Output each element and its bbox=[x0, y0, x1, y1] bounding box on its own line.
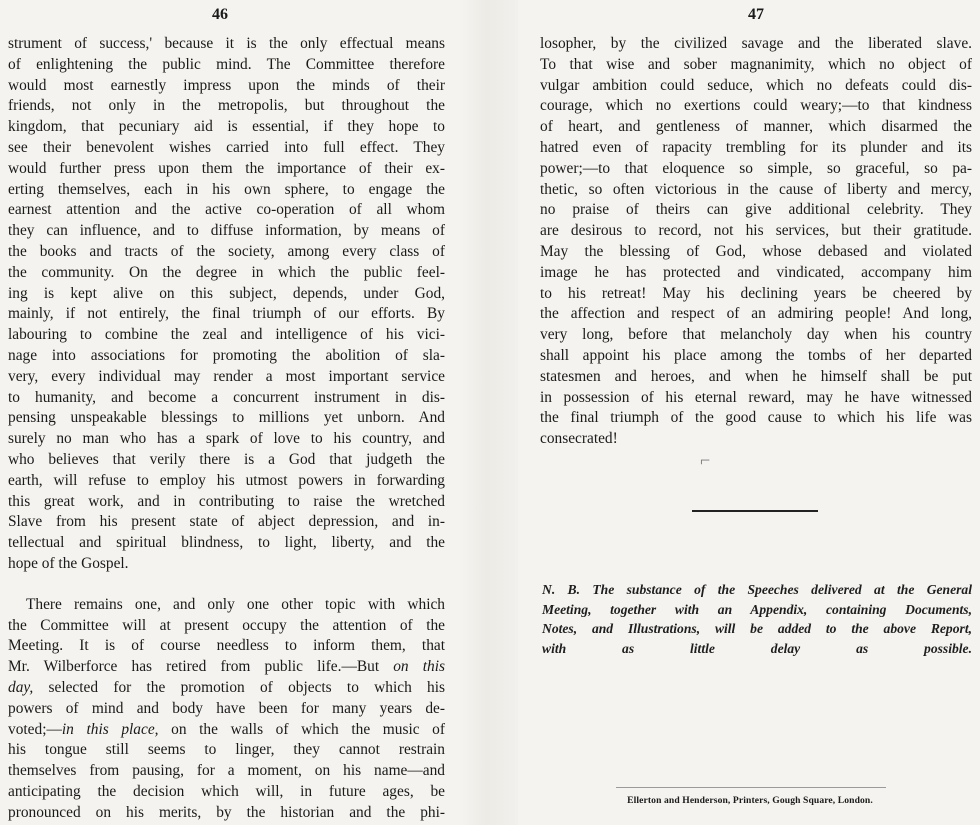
ink-mark: ⌐ bbox=[700, 450, 711, 470]
text-line: There remains one, and only one other topic with which bbox=[26, 595, 445, 613]
text-line: kingdom, that pecuniary aid is essential, if they hope to bbox=[8, 118, 445, 136]
left-paragraph-2 bbox=[8, 595, 445, 824]
text-line: tellectual and spiritual blindness, to light, liberty, and the bbox=[8, 534, 445, 552]
text-line: May the blessing of God, whose debased and violated bbox=[540, 242, 972, 260]
text-line-last: hope of the Gospel. bbox=[8, 554, 129, 572]
text-line: very, every individual may render a most important service bbox=[8, 367, 445, 385]
text-line: would further press upon them the importance of their ex- bbox=[8, 159, 445, 177]
text-line: thetic, so often victorious in the cause of liberty and mercy, bbox=[540, 180, 972, 198]
text-line: image he has protected and vindicated, accompany him bbox=[540, 263, 972, 281]
text-line: friends, not only in the metropolis, but throughout the bbox=[8, 97, 445, 115]
text-line: of heart, and gentleness of manner, which disarmed the bbox=[540, 118, 972, 136]
text-line: in possession of his eternal reward, may he have witnessed bbox=[540, 388, 972, 406]
text-line-last: consecrated! bbox=[540, 430, 618, 448]
text-line: the books and tracts of the society, among every class of bbox=[8, 242, 445, 260]
text-line: no praise of theirs can give additional celebrity. They bbox=[540, 201, 972, 219]
text-line: anticipating the decision which will, in future ages, be bbox=[8, 782, 445, 800]
left-paragraph-1 bbox=[8, 34, 445, 575]
text-line: power;—to that eloquence so simple, so graceful, so pa- bbox=[540, 159, 972, 177]
text-line: pensing unspeakable blessings to millions yet unborn. And bbox=[8, 409, 445, 427]
text-line: the Committee will at present occupy the attention of the bbox=[8, 616, 445, 634]
text-line bbox=[8, 720, 445, 741]
text-line: erting themselves, each in his own sphere, to engage the bbox=[8, 180, 445, 198]
left-page bbox=[0, 0, 460, 825]
text-run: voted;— bbox=[8, 720, 62, 738]
text-line: are desirous to record, not his services, but their gratitude. bbox=[540, 222, 972, 240]
text-line: powers of mind and body have been for many years de- bbox=[8, 699, 445, 717]
text-line: Slave from his present state of abject depression, and in- bbox=[8, 513, 445, 531]
page-number-right: 47 bbox=[748, 6, 764, 23]
text-line: his tongue still seems to linger, they cannot restrain bbox=[8, 741, 445, 759]
text-line: who believes that verily there is a God that judgeth the bbox=[8, 450, 445, 468]
text-line: earth, will refuse to employ his utmost powers in forwarding bbox=[8, 471, 445, 489]
text-line: the affection and respect of an admiring people! And long, bbox=[540, 305, 972, 323]
text-line: of enlightening the public mind. The Committee therefore bbox=[8, 55, 445, 73]
text-line bbox=[8, 657, 445, 678]
left-page-text bbox=[8, 34, 445, 823]
text-line: this great work, and in contributing to raise the wretched bbox=[8, 492, 445, 510]
text-line: ing is kept alive on this subject, depends, under God, bbox=[8, 284, 445, 302]
text-line: courage, which no exertions could weary;—to that kindness bbox=[540, 97, 972, 115]
text-run: on the walls of which the music of bbox=[158, 720, 445, 738]
text-line bbox=[8, 678, 445, 699]
note-line: Notes, and Illustrations, will be added to the above Report, bbox=[542, 621, 972, 637]
italic-run: on this bbox=[393, 658, 445, 676]
text-line: very long, before that melancholy day when his country bbox=[540, 326, 972, 344]
text-run: selected for the promotion of objects to which his bbox=[33, 678, 445, 696]
footer-rule bbox=[616, 787, 886, 788]
italic-run: in this place, bbox=[61, 720, 159, 738]
note-line: with as little delay as possible. bbox=[542, 640, 972, 656]
text-line: mainly, if not entirely, the final triumph of our efforts. By bbox=[8, 305, 445, 323]
italic-run: day, bbox=[8, 678, 34, 696]
text-line: themselves from pausing, for a moment, on his name—and bbox=[8, 762, 445, 780]
text-line: pronounced on his merits, by the historian and the phi- bbox=[8, 803, 445, 821]
text-line: the final triumph of the good cause to which his life was bbox=[540, 409, 972, 427]
text-line: earnest attention and the active co-operation of all whom bbox=[8, 201, 445, 219]
text-line: they can influence, and to diffuse information, by means of bbox=[8, 222, 445, 240]
text-line: To that wise and sober magnanimity, which no object of bbox=[540, 55, 972, 73]
text-line: vulgar ambition could seduce, which no defeats could dis- bbox=[540, 76, 972, 94]
text-line: surely no man who has a spark of love to his country, and bbox=[8, 430, 445, 448]
note-line: Meeting, together with an Appendix, containing Documents, bbox=[542, 601, 972, 617]
text-line: Meeting. It is of course needless to inform them, that bbox=[8, 637, 445, 655]
right-page bbox=[520, 0, 980, 825]
text-line: strument of success,' because it is the only effectual means bbox=[8, 35, 445, 52]
text-line: the community. On the degree in which the public feel- bbox=[8, 263, 445, 281]
printer-imprint: Ellerton and Henderson, Printers, Gough Square, London. bbox=[627, 795, 873, 806]
text-line: would most earnestly impress upon the minds of their bbox=[8, 76, 445, 94]
text-line: shall appoint his place among the tombs of her departed bbox=[540, 346, 972, 364]
note-line: N. B. The substance of the Speeches delivered at the General bbox=[542, 582, 972, 597]
text-line: losopher, by the civilized savage and the liberated slave. bbox=[540, 35, 972, 52]
text-line: labouring to combine the zeal and intelligence of his vici- bbox=[8, 326, 445, 344]
section-rule bbox=[692, 510, 818, 512]
text-line: hatred even of rapacity trembling for its plunder and its bbox=[540, 138, 972, 156]
text-line: to his retreat! May his declining years be cheered by bbox=[540, 284, 972, 302]
nota-bene-note bbox=[542, 580, 972, 658]
text-run: Mr. Wilberforce has retired from public life.—But bbox=[8, 658, 394, 676]
page-number-left: 46 bbox=[212, 6, 228, 23]
book-gutter bbox=[462, 0, 518, 825]
text-line: statesmen and heroes, and when he himself shall be put bbox=[540, 367, 972, 385]
text-line: nage into associations for promoting the abolition of sla- bbox=[8, 346, 445, 364]
text-line: to humanity, and become a concurrent instrument in dis- bbox=[8, 388, 445, 406]
text-line: see their benevolent wishes carried into full effect. They bbox=[8, 138, 445, 156]
right-page-text bbox=[540, 34, 972, 450]
